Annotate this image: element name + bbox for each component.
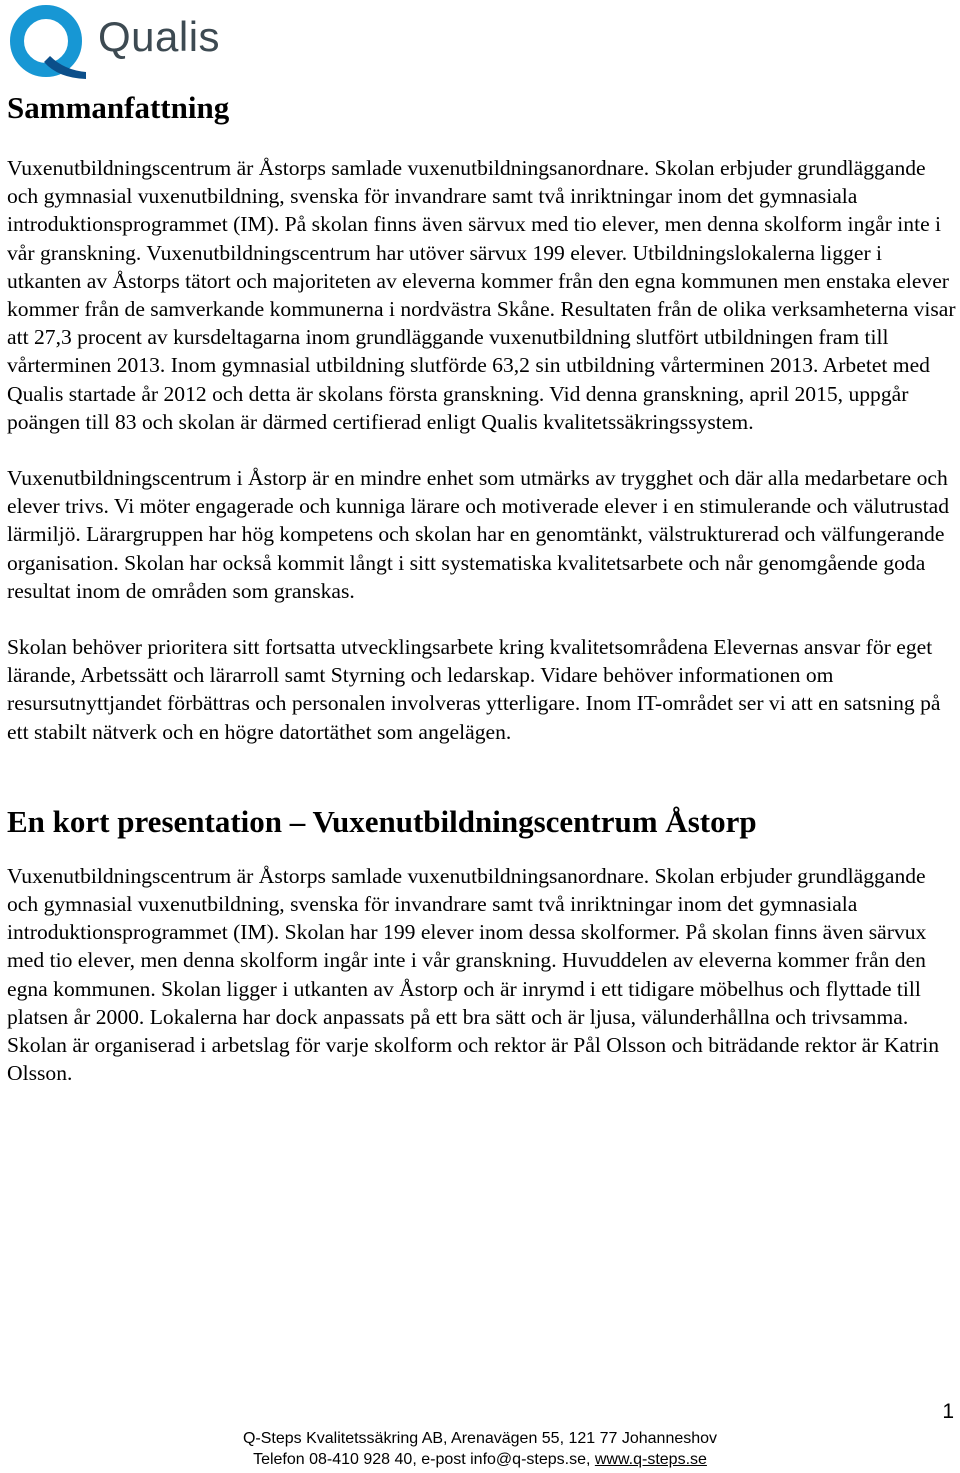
qualis-logo [6, 4, 236, 80]
summary-heading: Sammanfattning [7, 90, 230, 125]
footer-contact-text: Telefon 08-410 928 40, e-post info@q-steps.se, [253, 1451, 595, 1468]
summary-paragraph-2: Vuxenutbildningscentrum i Åstorp är en mindre enhet som utmärks av trygghet och där alla medarbetare och elever trivs. Vi möter engagerade och kunniga lärare och motiverade elever i en stimulerande och välutrustad lärmiljö. Lärargruppen har hög kompetens och skolan har en genomtänkt, välstrukturerad och välfungerande organisation. Skolan har också kommit långt i sitt systematiska kvalitetsarbete och når genomgående goda resultat inom de områden som granskas. [7, 466, 950, 603]
footer-contact [0, 1449, 960, 1470]
qualis-logo-text: Qualis [98, 13, 221, 60]
summary-paragraph-1: Vuxenutbildningscentrum är Åstorps samlade vuxenutbildningsanordnare. Skolan erbjuder grundläggande och gymnasial vuxenutbildning, svenska för invandrare samt två inriktningar inom det gymnasiala introduktionsprogrammet (IM). På skolan finns även särvux med tio elever, men denna skolform ingår inte i vår granskning. Vuxenutbildningscentrum har utöver särvux 199 elever. Utbildningslokalerna ligger i utkanten av Åstorps tätort och majoriteten av eleverna kommer från den egna kommunen men enstaka elever kommer från de samverkande kommunerna i nordvästra Skåne. Resultaten från de olika verksamheterna visar att 27,3 procent av kursdeltagarna inom grundläggande vuxenutbildning slutfört utbildningen fram till vårterminen 2013. Inom gymnasial utbildning slutförde 63,2 sin utbildning vårterminen 2013. Arbetet med Qualis startade år 2012 och detta är skolans första granskning. Vid denna granskning, april 2015, uppgår poängen till 83 och skolan är därmed certifierad enligt Qualis kvalitetssäkringssystem. [7, 156, 956, 434]
summary-paragraph-3: Skolan behöver prioritera sitt fortsatta utvecklingsarbete kring kvalitetsområdena Elevernas ansvar för eget lärande, Arbetssätt och lärarroll samt Styrning och ledarskap. Vidare behöver informationen om resursutnyttjandet förbättras och personalen involveras ytterligare. Inom IT-området ser vi att en satsning på ett stabilt nätverk och en högre datortäthet som angelägen. [7, 635, 941, 744]
website-link[interactable]: www.q-steps.se [594, 1451, 707, 1468]
footer [0, 1428, 960, 1470]
presentation-heading: En kort presentation – Vuxenutbildningscentrum Åstorp [7, 803, 757, 839]
qualis-q-icon [6, 4, 92, 80]
presentation-paragraph: Vuxenutbildningscentrum är Åstorps samlade vuxenutbildningsanordnare. Skolan erbjuder grundläggande och gymnasial vuxenutbildning, svenska för invandrare samt två inriktningar inom det gymnasiala introduktionsprogrammet (IM). Skolan har 199 elever inom dessa skolformer. På skolan finns även särvux med tio elever, men denna skolform ingår inte i vår granskning. Huvuddelen av eleverna kommer från den egna kommunen. Skolan ligger i utkanten av Åstorp och är inrymd i ett tidigare möbelhus och flyttade till platsen år 2000. Lokalerna har dock anpassats på ett bra sätt och är ljusa, välunderhållna och trivsamma. Skolan är organiserad i arbetslag för varje skolform och rektor är Pål Olsson och biträdande rektor är Katrin Olsson. [7, 863, 940, 1086]
document-body [7, 84, 957, 1087]
footer-address: Q-Steps Kvalitetssäkring AB, Arenavägen 55, 121 77 Johanneshov [242, 1430, 718, 1447]
page-number: 1 [942, 1400, 954, 1423]
